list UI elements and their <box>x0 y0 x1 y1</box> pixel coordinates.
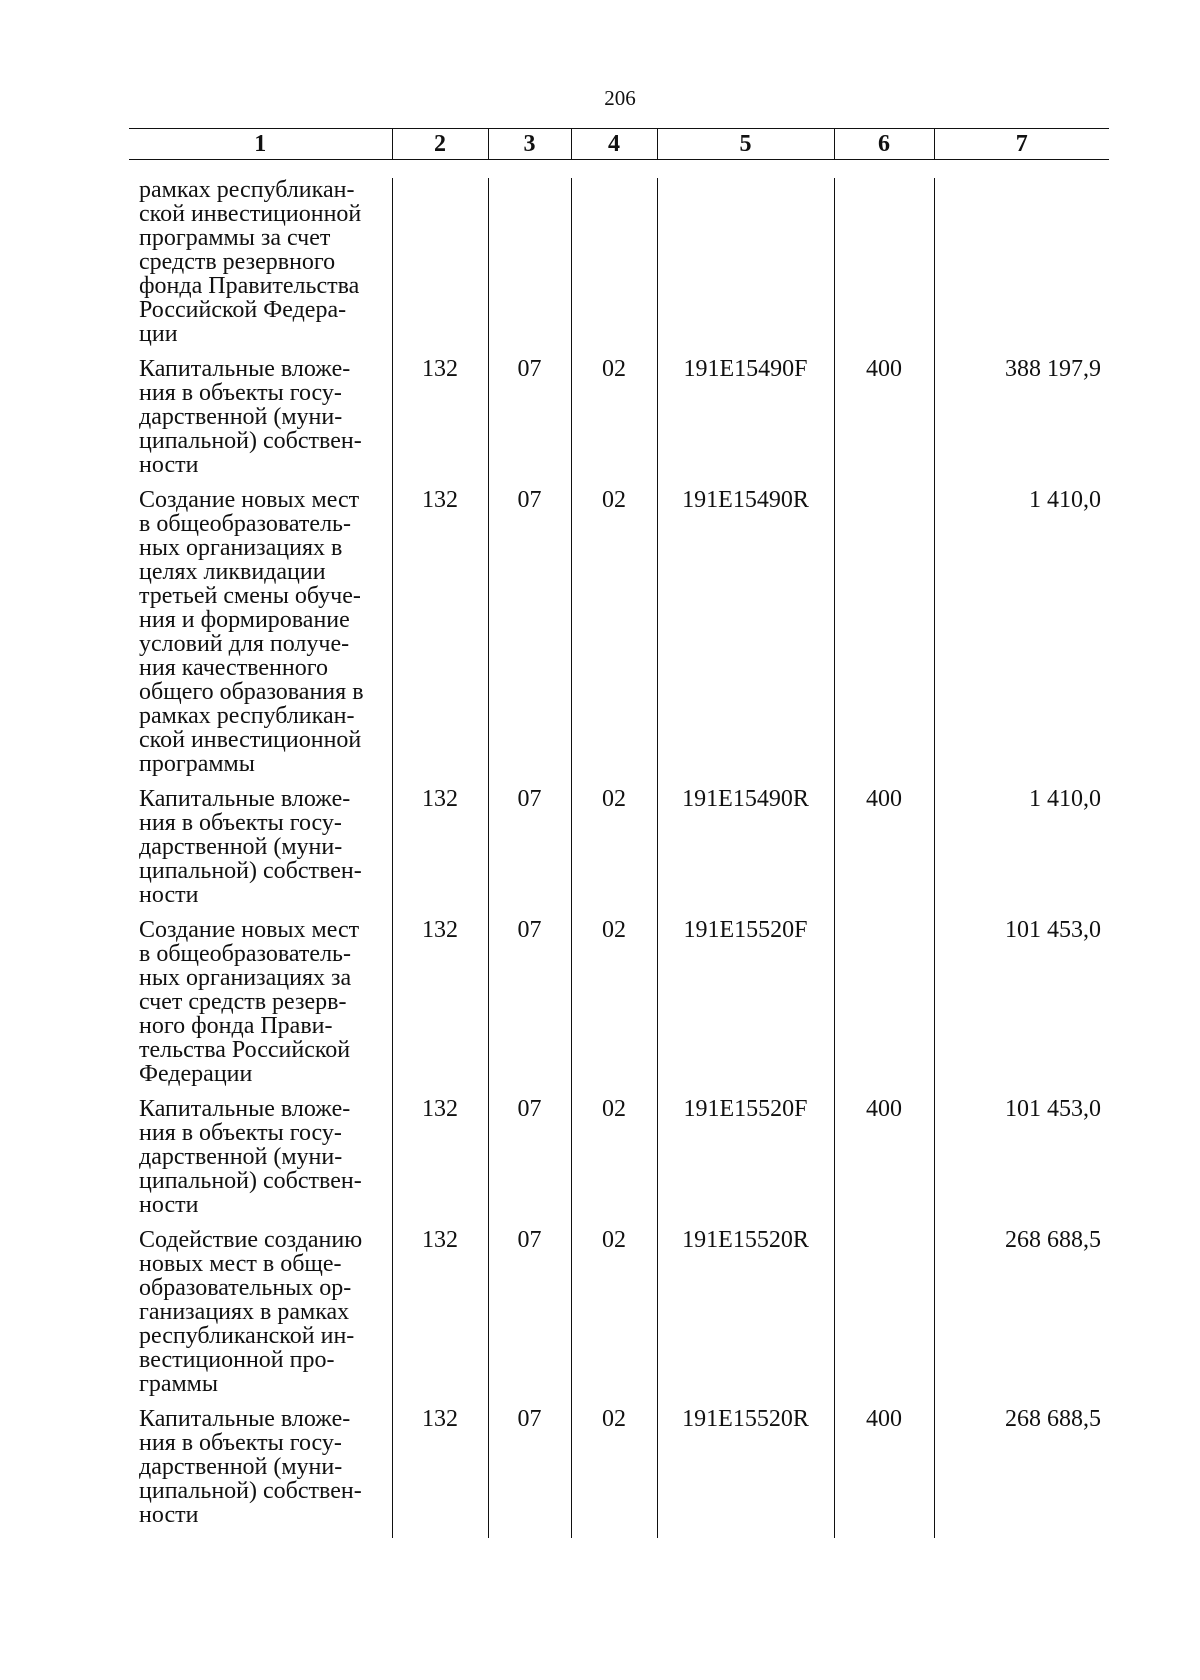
row-target-article: 191E15520F <box>657 1097 834 1228</box>
column-header-2: 2 <box>392 129 488 160</box>
row-amount: 1 410,0 <box>934 488 1109 787</box>
column-header-1: 1 <box>129 129 392 160</box>
table-row <box>129 1407 1109 1538</box>
row-description: Капитальные вложе- ния в объекты госу- дарственной (муни- ципальной) собствен- ности <box>139 786 362 908</box>
table-body <box>129 160 1109 1539</box>
table-row <box>129 1097 1109 1228</box>
budget-table-container <box>129 128 1109 1536</box>
row-section-code: 07 <box>488 918 571 1097</box>
row-expense-type: 400 <box>834 357 934 488</box>
header-gap <box>129 160 1109 179</box>
row-target-article: 191E15490R <box>657 488 834 787</box>
row-ministry-code: 132 <box>392 1407 488 1538</box>
row-target-article: 191E15520R <box>657 1407 834 1538</box>
column-header-4: 4 <box>571 129 657 160</box>
row-expense-type: 400 <box>834 1407 934 1538</box>
row-ministry-code: 132 <box>392 918 488 1097</box>
row-section-code: 07 <box>488 488 571 787</box>
row-expense-type: 400 <box>834 787 934 918</box>
row-ministry-code: 132 <box>392 1097 488 1228</box>
table-row <box>129 357 1109 488</box>
row-section-code: 07 <box>488 1228 571 1407</box>
row-expense-type <box>834 1228 934 1407</box>
page-number: 206 <box>604 86 636 110</box>
row-amount: 388 197,9 <box>934 357 1109 488</box>
table-row <box>129 178 1109 357</box>
row-ministry-code: 132 <box>392 1228 488 1407</box>
row-expense-type <box>834 918 934 1097</box>
row-description: Капитальные вложе- ния в объекты госу- дарственной (муни- ципальной) собствен- ности <box>139 1096 362 1218</box>
row-subsection-code: 02 <box>571 1228 657 1407</box>
column-header-7: 7 <box>934 129 1109 160</box>
column-header-6: 6 <box>834 129 934 160</box>
row-section-code: 07 <box>488 1097 571 1228</box>
row-section-code: 07 <box>488 787 571 918</box>
row-amount: 268 688,5 <box>934 1407 1109 1538</box>
row-ministry-code: 132 <box>392 787 488 918</box>
row-expense-type <box>834 178 934 357</box>
row-description: Создание новых мест в общеобразователь- ных организациях в целях ликвидации третьей смены обуче- ния и формирование условий для получе- ния качественного общего образования в рамках республикан- ской инвестиционной программы <box>139 487 364 777</box>
row-subsection-code: 02 <box>571 488 657 787</box>
column-header-5: 5 <box>657 129 834 160</box>
row-ministry-code: 132 <box>392 357 488 488</box>
budget-table <box>129 128 1109 1538</box>
row-amount: 101 453,0 <box>934 918 1109 1097</box>
row-section-code: 07 <box>488 1407 571 1538</box>
row-amount: 101 453,0 <box>934 1097 1109 1228</box>
row-target-article: 191E15490R <box>657 787 834 918</box>
row-target-article: 191E15520R <box>657 1228 834 1407</box>
row-subsection-code <box>571 178 657 357</box>
row-ministry-code: 132 <box>392 488 488 787</box>
row-description: рамках республикан- ской инвестиционной программы за счет средств резервного фонда Правительства Российской Федера- ции <box>139 177 362 347</box>
row-section-code: 07 <box>488 357 571 488</box>
row-subsection-code: 02 <box>571 918 657 1097</box>
row-amount <box>934 178 1109 357</box>
row-description: Содействие созданию новых мест в обще- образовательных ор- ганизациях в рамках республиканской ин- вестиционной про- граммы <box>139 1227 363 1397</box>
row-amount: 1 410,0 <box>934 787 1109 918</box>
row-subsection-code: 02 <box>571 357 657 488</box>
row-target-article: 191E15490F <box>657 357 834 488</box>
row-ministry-code <box>392 178 488 357</box>
row-description: Создание новых мест в общеобразователь- ных организациях за счет средств резерв- ного фонда Прави- тельства Российской Федерации <box>139 917 360 1087</box>
row-target-article <box>657 178 834 357</box>
table-header <box>129 129 1109 160</box>
row-subsection-code: 02 <box>571 1097 657 1228</box>
row-subsection-code: 02 <box>571 787 657 918</box>
row-target-article: 191E15520F <box>657 918 834 1097</box>
row-subsection-code: 02 <box>571 1407 657 1538</box>
table-row <box>129 787 1109 918</box>
row-expense-type: 400 <box>834 1097 934 1228</box>
row-section-code <box>488 178 571 357</box>
table-row <box>129 1228 1109 1407</box>
table-row <box>129 918 1109 1097</box>
row-description: Капитальные вложе- ния в объекты госу- дарственной (муни- ципальной) собствен- ности <box>139 1406 362 1528</box>
row-expense-type <box>834 488 934 787</box>
column-header-3: 3 <box>488 129 571 160</box>
table-row <box>129 488 1109 787</box>
row-description: Капитальные вложе- ния в объекты госу- дарственной (муни- ципальной) собствен- ности <box>139 356 362 478</box>
header-row <box>129 129 1109 160</box>
row-amount: 268 688,5 <box>934 1228 1109 1407</box>
